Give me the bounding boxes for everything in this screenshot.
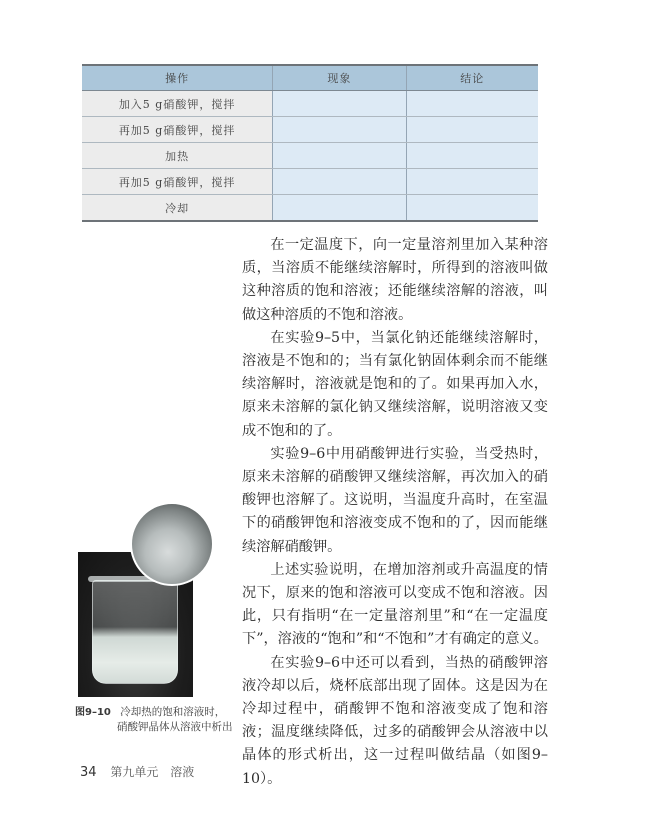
figure-9-10-photo bbox=[78, 498, 238, 698]
operation-cell: 冷却 bbox=[82, 195, 273, 222]
header-conclusion: 结论 bbox=[406, 65, 538, 91]
header-observation: 现象 bbox=[273, 65, 406, 91]
table-header-row bbox=[82, 65, 538, 91]
table-row bbox=[82, 91, 538, 117]
header-operation: 操作 bbox=[82, 65, 273, 91]
operation-cell: 加入5 g硝酸钾，搅拌 bbox=[82, 91, 273, 117]
figure-caption bbox=[75, 705, 245, 735]
observation-cell bbox=[273, 169, 406, 195]
body-text bbox=[242, 234, 548, 791]
page-number: 34 bbox=[80, 765, 97, 780]
crystal-closeup-inset bbox=[130, 502, 214, 586]
operation-cell: 加热 bbox=[82, 143, 273, 169]
conclusion-cell bbox=[406, 91, 538, 117]
conclusion-cell bbox=[406, 117, 538, 143]
conclusion-cell bbox=[406, 169, 538, 195]
table-row bbox=[82, 195, 538, 222]
figure-number: 图9–10 bbox=[75, 707, 111, 718]
page-footer bbox=[80, 763, 194, 780]
beaker-with-crystals bbox=[92, 580, 178, 684]
paragraph-definition: 在一定温度下，向一定量溶剂里加入某种溶质，当溶质不能继续溶解时，所得到的溶液叫做这种溶质的饱和溶液；还能继续溶解的溶液，叫做这种溶质的不饱和溶液。 bbox=[242, 237, 548, 323]
conclusion-cell bbox=[406, 195, 538, 222]
table-row bbox=[82, 117, 538, 143]
operation-cell: 再加5 g硝酸钾，搅拌 bbox=[82, 117, 273, 143]
observation-cell bbox=[273, 91, 406, 117]
paragraph-experiment-9-6: 实验9–6中用硝酸钾进行实验，当受热时，原来未溶解的硝酸钾又继续溶解，再次加入的硝酸钾也溶解了。这说明，当温度升高时，在室温下的硝酸钾饱和溶液变成不饱和的了，因而能继续溶解硝酸钾。 bbox=[242, 445, 548, 555]
table-row bbox=[82, 143, 538, 169]
paragraph-crystallization: 在实验9–6中还可以看到，当热的硝酸钾溶液冷却以后，烧杯底部出现了固体。这是因为在冷却过程中，硝酸钾不饱和溶液变成了饱和溶液；温度继续降低，过多的硝酸钾会从溶液中以晶体的形式析出，这一过程叫做结晶（如图9–10）。 bbox=[242, 654, 548, 787]
paragraph-experiment-9-5: 在实验9–5中，当氯化钠还能继续溶解时，溶液是不饱和的；当有氯化钠固体剩余而不能继续溶解时，溶液就是饱和的了。如果再加入水，原来未溶解的氯化钠又继续溶解，说明溶液又变成不饱和的了。 bbox=[242, 329, 548, 439]
observation-cell bbox=[273, 195, 406, 222]
observation-cell bbox=[273, 143, 406, 169]
paragraph-conclusion: 上述实验说明，在增加溶剂或升高温度的情况下，原来的饱和溶液可以变成不饱和溶液。因此，只有指明“在一定量溶剂里”和“在一定温度下”，溶液的“饱和”和“不饱和”才有确定的意义。 bbox=[242, 561, 548, 648]
topic-label: 溶液 bbox=[170, 765, 195, 779]
caption-line-2: 硝酸钾晶体从溶液中析出 bbox=[117, 721, 233, 733]
observation-cell bbox=[273, 117, 406, 143]
operation-cell: 再加5 g硝酸钾，搅拌 bbox=[82, 169, 273, 195]
caption-line-1: 冷却热的饱和溶液时， bbox=[120, 706, 226, 718]
table-row bbox=[82, 169, 538, 195]
experiment-table bbox=[82, 64, 538, 222]
unit-label: 第九单元 bbox=[110, 765, 159, 779]
conclusion-cell bbox=[406, 143, 538, 169]
